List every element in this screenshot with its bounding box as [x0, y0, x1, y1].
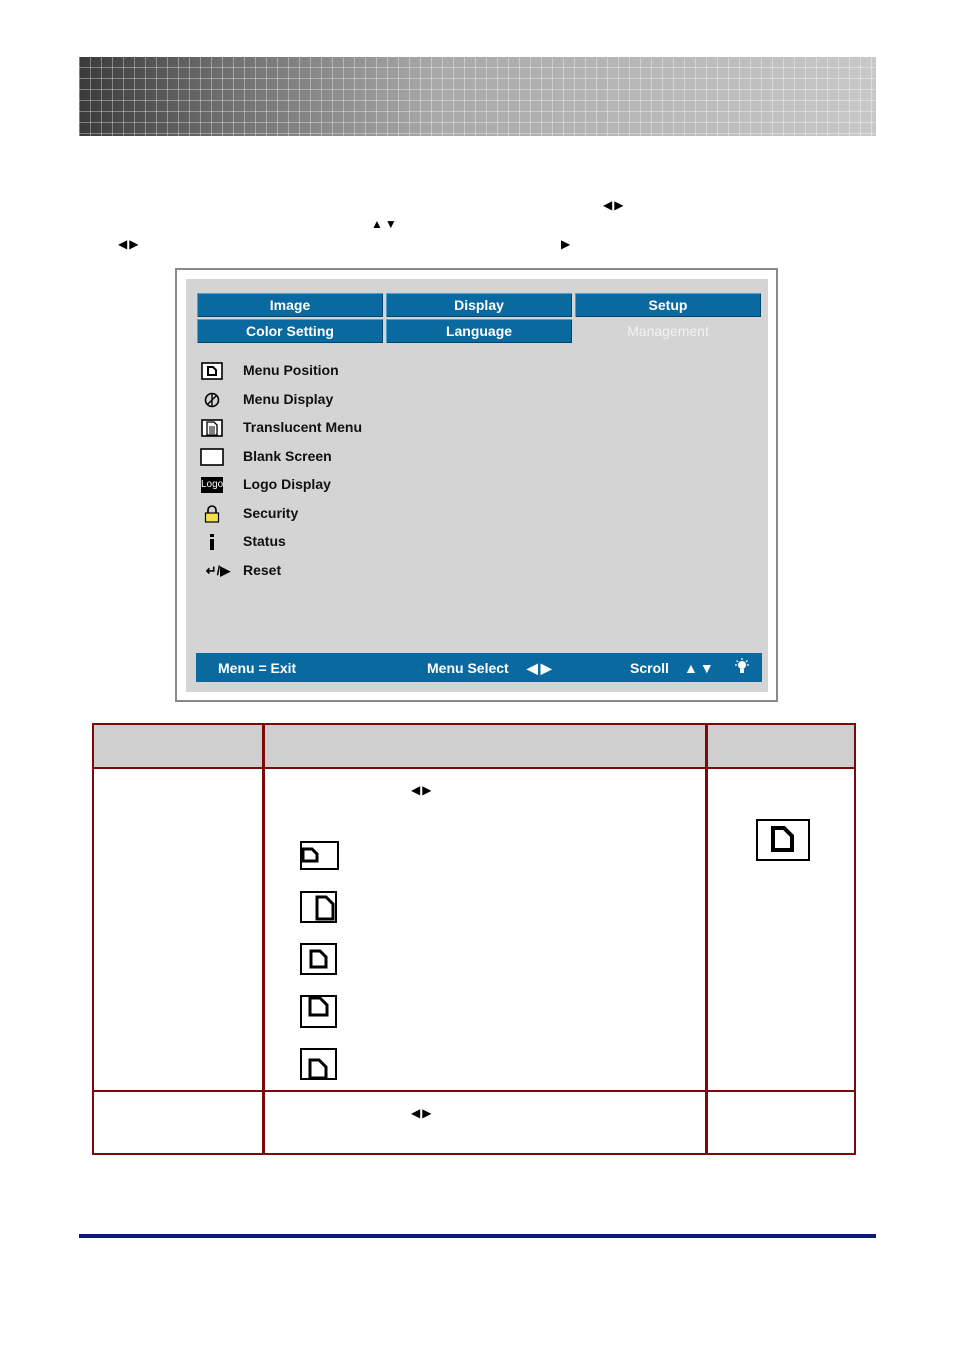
- left-right-arrows-icon: ◀▶: [603, 198, 626, 212]
- right-arrow-icon: ▶: [561, 237, 573, 251]
- footer-rule: [79, 1234, 876, 1238]
- osd-menu: [186, 279, 768, 692]
- menu-exit-hint: Menu = Exit: [218, 660, 297, 676]
- default-menu-position-icon: [756, 819, 810, 866]
- translucent-menu-icon: [200, 418, 224, 438]
- info-icon: [200, 532, 224, 552]
- osd-status-bar: [196, 653, 762, 682]
- menu-item-logo-display[interactable]: [186, 473, 486, 497]
- reset-icon: ↵/▶: [205, 563, 231, 578]
- lamp-icon: [734, 658, 750, 679]
- tab-image[interactable]: Image: [197, 293, 383, 317]
- menu-item-label: Logo Display: [243, 476, 331, 492]
- left-right-arrows-icon: ◀▶: [411, 1106, 434, 1120]
- tab-color-setting[interactable]: Color Setting: [197, 319, 383, 343]
- logo-icon: Logo: [200, 475, 224, 495]
- menu-item-translucent-menu[interactable]: [186, 416, 486, 440]
- menu-item-status[interactable]: [186, 530, 486, 554]
- menu-position-bottom-icon: [300, 1048, 338, 1085]
- left-right-arrows-icon: ◀▶: [411, 783, 434, 797]
- blank-screen-icon: [200, 447, 224, 467]
- menu-item-label: Reset: [243, 562, 282, 578]
- tab-setup[interactable]: Setup: [575, 293, 761, 317]
- left-right-arrows-icon: ◀▶: [527, 660, 555, 676]
- menu-position-icon: [200, 361, 224, 381]
- table-border: [92, 767, 856, 769]
- menu-item-blank-screen[interactable]: [186, 445, 486, 469]
- menu-item-security[interactable]: [186, 502, 486, 526]
- tab-display[interactable]: Display: [386, 293, 572, 317]
- table-border: [92, 1153, 856, 1155]
- menu-item-label: Translucent Menu: [243, 419, 363, 435]
- up-down-arrows-icon: ▲▼: [371, 217, 399, 231]
- menu-position-center-icon: [300, 943, 338, 980]
- menu-item-label: Blank Screen: [243, 448, 332, 464]
- table-header-cell: [708, 725, 854, 767]
- menu-item-menu-display[interactable]: [186, 388, 486, 412]
- menu-item-menu-position[interactable]: [186, 359, 486, 383]
- table-header-cell: [265, 725, 705, 767]
- table-header-cell: [94, 725, 262, 767]
- table-border: [92, 723, 856, 725]
- menu-item-label: Security: [243, 505, 299, 521]
- menu-position-top-left-icon: [300, 841, 340, 876]
- menu-position-top-right-icon: [300, 891, 338, 928]
- table-border: [705, 723, 708, 1155]
- table-border: [854, 723, 856, 1155]
- up-down-arrows-icon: ▲▼: [684, 660, 716, 676]
- tab-language[interactable]: Language: [386, 319, 572, 343]
- header-banner: [79, 57, 876, 136]
- left-right-arrows-icon: ◀▶: [118, 237, 141, 251]
- lock-icon: [200, 504, 224, 524]
- scroll-hint: Scroll: [630, 660, 669, 676]
- menu-display-icon: [200, 390, 224, 410]
- menu-item-label: Menu Display: [243, 391, 334, 407]
- menu-select-hint: Menu Select: [427, 660, 509, 676]
- table-border: [92, 1090, 856, 1092]
- osd-menu-frame: [175, 268, 778, 702]
- menu-item-label: Menu Position: [243, 362, 339, 378]
- menu-item-reset[interactable]: [186, 559, 486, 583]
- tab-management[interactable]: Management: [627, 323, 709, 339]
- settings-table: [92, 723, 856, 1155]
- menu-position-top-icon: [300, 995, 338, 1034]
- table-border: [262, 723, 265, 1155]
- table-border: [92, 723, 94, 1155]
- menu-item-label: Status: [243, 533, 286, 549]
